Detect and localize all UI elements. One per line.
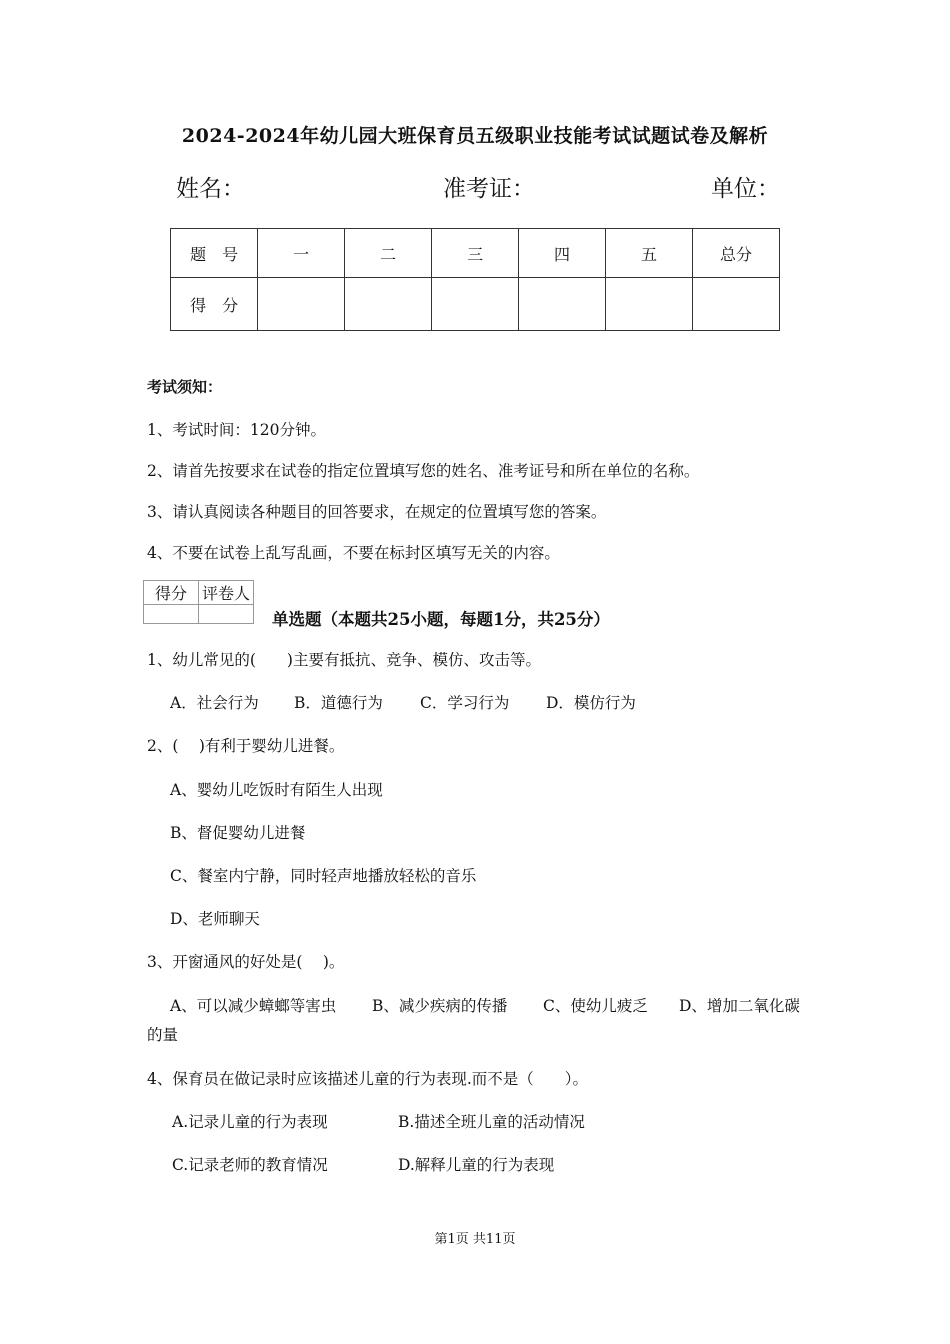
name-label: 姓名： — [176, 176, 245, 202]
option: A．社会行为 — [170, 694, 259, 712]
option: D、老师聊天 — [170, 910, 260, 928]
score-cell[interactable] — [519, 278, 606, 331]
score-table-header-cell: 三 — [432, 229, 519, 278]
grader-name-label: 评卷人 — [199, 581, 254, 605]
option: B.描述全班儿童的活动情况 — [398, 1113, 585, 1131]
score-cell[interactable] — [606, 278, 693, 331]
score-table — [170, 228, 780, 331]
score-cell[interactable] — [432, 278, 519, 331]
option: C、餐室内宁静，同时轻声地播放轻松的音乐 — [170, 867, 477, 885]
page-title: 2024-2024年幼儿园大班保育员五级职业技能考试试题试卷及解析 — [181, 125, 769, 147]
notice-title: 考试须知： — [147, 378, 223, 396]
grader-score-cell[interactable] — [144, 605, 199, 624]
option: A、可以减少蟑螂等害虫 — [170, 997, 337, 1015]
score-cell[interactable] — [258, 278, 345, 331]
score-row-label: 得 分 — [171, 278, 258, 331]
score-table-header-cell: 二 — [345, 229, 432, 278]
option: C．学习行为 — [420, 694, 510, 712]
question-stem: 2、( )有利于婴幼儿进餐。 — [147, 737, 345, 755]
option: D、增加二氧化碳 — [679, 997, 800, 1015]
exam-id-label: 准考证： — [443, 176, 535, 202]
option: B、减少疾病的传播 — [372, 997, 508, 1015]
option: D.解释儿童的行为表现 — [398, 1156, 555, 1174]
notice-item: 1、考试时间：120分钟。 — [147, 421, 326, 439]
question-stem: 4、保育员在做记录时应该描述儿童的行为表现.而不是（ ）。 — [147, 1070, 589, 1088]
section-title: 单选题（本题共25小题，每题1分，共25分） — [272, 610, 610, 629]
score-table-header-cell: 四 — [519, 229, 606, 278]
grader-score-label: 得分 — [144, 581, 199, 605]
option: D．模仿行为 — [546, 694, 636, 712]
option: A.记录儿童的行为表现 — [172, 1113, 328, 1131]
option: B、督促婴幼儿进餐 — [170, 824, 306, 842]
option: B．道德行为 — [294, 694, 383, 712]
option: C.记录老师的教育情况 — [172, 1156, 328, 1174]
score-table-header-cell: 总分 — [692, 229, 779, 278]
notice-item: 4、不要在试卷上乱写乱画，不要在标封区填写无关的内容。 — [147, 544, 560, 562]
option: A、婴幼儿吃饭时有陌生人出现 — [170, 781, 383, 799]
score-table-header-cell: 五 — [606, 229, 693, 278]
score-cell[interactable] — [692, 278, 779, 331]
score-table-header-cell: 一 — [258, 229, 345, 278]
page-footer: 第1页 共11页 — [434, 1232, 516, 1247]
score-table-header-row — [171, 229, 780, 278]
score-cell[interactable] — [345, 278, 432, 331]
notice-item: 2、请首先按要求在试卷的指定位置填写您的姓名、准考证号和所在单位的名称。 — [147, 462, 700, 480]
grader-box — [143, 580, 254, 624]
question-stem: 1、幼儿常见的( )主要有抵抗、竞争、模仿、攻击等。 — [147, 651, 541, 669]
score-table-header-cell: 题 号 — [171, 229, 258, 278]
notice-item: 3、请认真阅读各种题目的回答要求，在规定的位置填写您的答案。 — [147, 503, 607, 521]
score-table-score-row — [171, 278, 780, 331]
grader-name-cell[interactable] — [199, 605, 254, 624]
option-continuation: 的量 — [147, 1026, 179, 1044]
option: C、使幼儿疲乏 — [543, 997, 648, 1015]
unit-label: 单位： — [711, 176, 780, 202]
question-stem: 3、开窗通风的好处是( )。 — [147, 953, 345, 971]
